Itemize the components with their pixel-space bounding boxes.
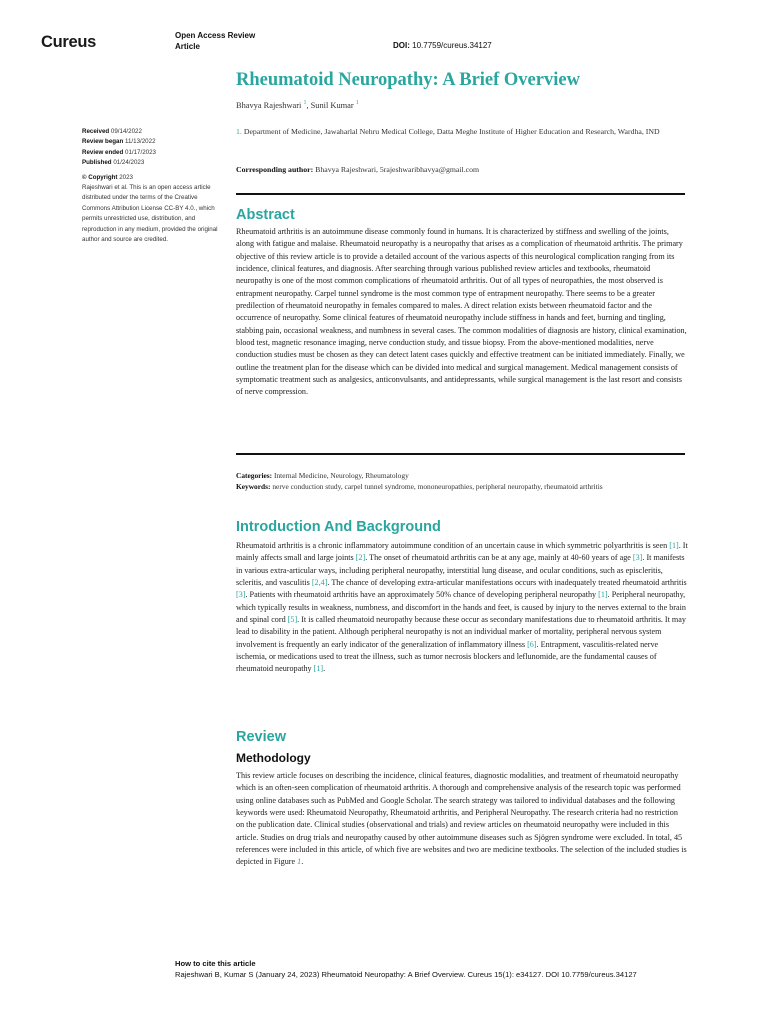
citation-link[interactable]: [2,4] (311, 578, 328, 588)
author-affiliation-number: 1 (303, 100, 307, 106)
doi (393, 41, 492, 50)
citation-link[interactable]: [6] (527, 639, 537, 649)
author-affiliation-number: 1 (355, 100, 359, 106)
section-rule (236, 453, 685, 455)
citation-link[interactable]: [2] (355, 553, 366, 563)
received-date: Received 09/14/2022 (82, 128, 142, 135)
published-date: Published 01/24/2023 (82, 159, 145, 167)
doi-value[interactable]: 10.7759/cureus.34127 (412, 41, 492, 50)
copyright: © Copyright 2023 (82, 173, 133, 181)
keywords: Keywords: nerve conduction study, carpel tunnel syndrome, mononeuropathies, peripheral neuropathy, rheumatoid arthritis (236, 482, 603, 491)
introduction-text: Rheumatoid arthritis is a chronic inflammatory autoimmune condition of an uncertain cause in which symmetric polyarthritis is seen [1]. It mainly affects small and large joints [2]. The onset of rheumatoid arthritis can be at any age, mainly at 40-60 years of age [3]. It manifests in various extra-articular ways, including peripheral neuropathy, interstitial lung disease, and ocular conditions, such as episcleritis, scleritis, and vasculitis [2,4]. The chance of developing extra-articular manifestations occurs with inadequately treated rheumatoid arthritis [3]. Patients with rheumatoid arthritis have an approximately 50% chance of developing peripheral neuropathy [1]. Peripheral neuropathy, which typically results in weakness, numbness, and discomfort in the hands and feet, is caused by injury to the nerves external to the brain and spinal cord [5]. It is called rheumatoid neuropathy because these occur as secondary manifestations due to rheumatoid arthritis. It may lead to disability in the patient. Although peripheral neuropathy is not an individual marker of mortality, peripheral nervous system involvement is frequently an early indicator of the generalization of inflammatory illness [6]. Entrapment, vasculitis-related nerve ischemia, or medications used to treat the illness, such as tumor necrosis blockers and leflunomide, are the fundamental causes of rheumatoid neuropathy [1]. (236, 541, 688, 674)
article-meta (236, 470, 688, 492)
author-name[interactable]: Sunil Kumar (310, 100, 354, 110)
categories: Categories: Internal Medicine, Neurology, Rheumatology (236, 471, 409, 480)
affiliation (236, 126, 686, 138)
cite-text: Rajeshwari B, Kumar S (January 24, 2023) Rheumatoid Neuropathy: A Brief Overview. Cureus 15(1): e34127. DOI 10.7759/cureus.34127 (175, 970, 637, 979)
doi-label: DOI: (393, 41, 410, 50)
article-type-line1: Open Access Review (175, 31, 256, 40)
review-ended-date: Review ended 01/17/2023 (82, 148, 156, 156)
methodology-text: This review article focuses on describing the incidence, clinical features, diagnostic modalities, and treatment of rheumatoid neuropathy which is an often-seen complication of rheumatoid arthritis. A thorough and comprehensive analysis of the research topic was performed using online databases such as PubMed and Google Scholar. The search strategy was tailored to individual databases and the following keywords were used: Rheumatoid Neuropathy, Rheumatoid arthritis, and Peripheral Neuropathy. The research criteria had no restriction on the publication date. Clinical studies (observational and trials) and review articles on rheumatoid neuropathy were included in this article. Studies on drug trials and neuropathy caused by other autoimmune diseases such as Sjögren syndrome were excluded. In total, 45 references were included in this article, of which five are websites and two are medicine textbooks. The selection of the included studies is depicted in Figure 1. (236, 771, 687, 867)
author-separator: , (306, 100, 311, 110)
author-name[interactable]: Bhavya Rajeshwari (236, 100, 302, 110)
article-type (175, 30, 255, 52)
affiliation-number: 1. (236, 127, 242, 136)
article-type-line2: Article (175, 42, 200, 51)
author-list (236, 100, 359, 110)
publication-history-sidebar (82, 127, 222, 245)
article-title: Rheumatoid Neuropathy: A Brief Overview (236, 70, 580, 90)
abstract-text: Rheumatoid arthritis is an autoimmune disease commonly found in humans. It is characterized by stiffness and swelling of the joints, along with fatigue and malaise. Rheumatoid neuropathy is a neuropathy that arises as a complication of rheumatoid arthritis. The primary objective of this review article is to provide a detailed account of the various aspects of this neurological complication ranging from its incidence, clinical features, and diagnosis. After searching through various published review articles and textbooks, rheumatoid neuropathy is one of the most common complications of rheumatoid arthritis. Out of all types of neuropathies, the most observed is entrapment neuropathy. Carpel tunnel syndrome is the most common type of entrapment neuropathy. There seems to be a greater predilection of rheumatoid neuropathy in females compared to males. A direct relation exists between rheumatoid factor and the occurrence of neuropathy. Some clinical features of rheumatoid neuropathy include stiffness in hands and feet, burning and tingling, stabbing pain, occasional weakness, and numbness in several cases. The common modalities of diagnosis are history, clinical examination, blood test, magnetic resonance imaging, nerve conduction study, and tissue biopsy. From the above-mentioned modalities, nerve conduction studies must be chosen as they can detect latent cases quickly and effective treatment can be initiated immediately. Finally, we outline the treatment plan for the disease which can be divided into medical and surgical management. Medical management consists of symptomatic treatment such as analgesics, anticonvulsants, and antidepressants, while surgical management is the last resort and consists of nerve compression. (236, 227, 687, 397)
corresponding-author-text[interactable]: Bhavya Rajeshwari, 5rajeshwaribhavya@gmail.com (315, 165, 480, 174)
cureus-logo[interactable]: Cureus (41, 33, 97, 51)
citation-link[interactable]: [5] (287, 615, 298, 625)
license-text: Rajeshwari et al. This is an open access article distributed under the terms of the Creative Commons Attribution License CC-BY 4.0., which permits unrestricted use, distribution, and reproduction in any medium, provided the original author and source are credited. (82, 184, 218, 244)
corresponding-author-label: Corresponding author: (236, 165, 314, 174)
methodology-heading: Methodology (236, 751, 311, 765)
citation-link[interactable]: [1] (313, 664, 324, 674)
citation-link[interactable]: [3] (632, 553, 643, 563)
cite-label: How to cite this article (175, 959, 256, 968)
section-rule (236, 193, 685, 195)
figure-link[interactable]: 1 (297, 857, 302, 867)
abstract-heading: Abstract (236, 207, 295, 223)
affiliation-text: Department of Medicine, Jawaharlal Nehru Medical College, Datta Meghe Institute of Higher Education and Research, Wardha, IND (243, 127, 660, 136)
corresponding-author (236, 165, 479, 174)
review-began-date: Review began 11/13/2022 (82, 138, 156, 146)
citation-footer (175, 958, 637, 980)
citation-link[interactable]: [1] (598, 590, 608, 600)
review-heading: Review (236, 729, 286, 745)
citation-link[interactable]: [3] (236, 590, 246, 600)
citation-link[interactable]: [1] (669, 541, 679, 550)
introduction-heading: Introduction And Background (236, 519, 441, 535)
